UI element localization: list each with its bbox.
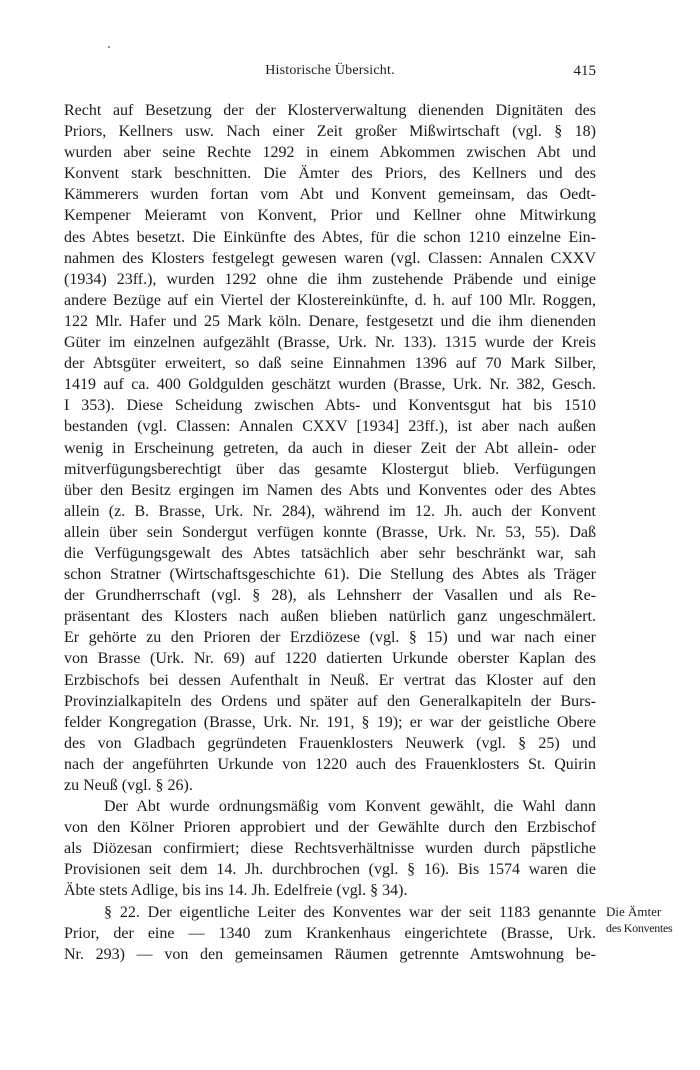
margin-note-line: Die Ämter <box>606 904 662 919</box>
paragraph-end-line: Äbte stets Adlige, bis ins 14. Jh. Edelfreie (vgl. § 34). <box>64 882 408 900</box>
text-line: I 353). Diese Scheidung zwischen Abts- und Konventsgut hat bis 1510 <box>64 397 596 415</box>
text-line: Provinzialkapiteln des Ordens und später auf den Generalkapiteln der Burs- <box>64 692 596 710</box>
text-line: allein (z. B. Brasse, Urk. Nr. 284), während im 12. Jh. auch der Konvent <box>64 502 596 520</box>
text-line: andere Bezüge auf ein Viertel der Klostereinkünfte, d. h. auf 100 Mlr. Roggen, <box>64 291 596 309</box>
text-line: Kempener Meieramt von Konvent, Prior und Kellner ohne Mitwirkung <box>64 207 596 225</box>
text-line: Konvent stark beschnitten. Die Ämter des Priors, des Kellners und des <box>64 165 596 183</box>
text-line: Prior, der eine — 1340 zum Krankenhaus eingerichtete (Brasse, Urk. <box>64 924 596 942</box>
text-line: des von Gladbach gegründeten Frauenklosters Neuwerk (vgl. § 25) und <box>64 734 596 752</box>
scan-speck <box>108 46 110 48</box>
text-line: von Brasse (Urk. Nr. 69) auf 1220 datierten Urkunde oberster Kaplan des <box>64 650 596 668</box>
paragraph-start-line: Der Abt wurde ordnungsmäßig vom Konvent gewählt, die Wahl dann <box>104 798 596 816</box>
text-line: über den Besitz ergingen im Namen des Abts und Konventes oder des Abtes <box>64 481 596 499</box>
text-line: wenig in Erscheinung getreten, da auch in dieser Zeit der Abt allein- oder <box>64 439 596 457</box>
margin-note <box>606 904 692 936</box>
text-line: der Abtsgüter erweitert, so daß seine Einnahmen 1396 auf 70 Mark Silber, <box>64 355 596 373</box>
text-line: als Diözesan confirmiert; diese Rechtsverhältnisse wurden durch päpstliche <box>64 840 596 858</box>
margin-note-line: des Konventes <box>606 921 673 935</box>
text-line: Recht auf Besetzung der der Klosterverwaltung dienenden Dignitäten des <box>64 102 596 119</box>
running-header <box>64 63 596 83</box>
section-start-line: § 22. Der eigentliche Leiter des Konventes war der seit 1183 genannte <box>104 903 596 921</box>
text-line: (1934) 23ff.), wurden 1292 ohne die ihm zustehende Präbende und einige <box>64 270 596 288</box>
text-line: von den Kölner Prioren approbiert und der Gewählte durch den Erzbischof <box>64 819 596 837</box>
text-line: Priors, Kellners usw. Nach einer Zeit großer Mißwirtschaft (vgl. § 18) <box>64 123 596 141</box>
text-line: Güter im einzelnen aufgezählt (Brasse, Urk. Nr. 133). 1315 wurde der Kreis <box>64 334 596 352</box>
text-line: Erzbischofs bei dessen Aufenthalt in Neuß. Er vertrat das Kloster auf den <box>64 671 596 689</box>
text-line: nahmen des Klosters festgelegt gewesen waren (vgl. Classen: Annalen CXXV <box>64 249 596 267</box>
text-line: allein über sein Sondergut verfügen konnte (Brasse, Urk. Nr. 53, 55). Daß <box>64 523 596 541</box>
text-line: 122 Mlr. Hafer und 25 Mark köln. Denare, festgesetzt und die ihm dienenden <box>64 312 596 330</box>
paragraph-end-line: zu Neuß (vgl. § 26). <box>64 777 193 794</box>
text-line: des Abtes besetzt. Die Einkünfte des Abtes, für die schon 1210 einzelne Ein- <box>64 228 596 246</box>
text-line: bestanden (vgl. Classen: Annalen CXXV [1934] 23ff.), ist aber nach außen <box>64 418 596 436</box>
text-line: Er gehörte zu den Prioren der Erzdiözese (vgl. § 15) und war nach einer <box>64 629 596 647</box>
text-line: präsentant des Klosters nach außen blieben natürlich ganz ungeschmälert. <box>64 608 596 626</box>
text-line: Provisionen seit dem 14. Jh. durchbrochen (vgl. § 16). Bis 1574 waren die <box>64 861 596 879</box>
text-line: der Grundherrschaft (vgl. § 28), als Lehnsherr der Vasallen und als Re- <box>64 587 596 605</box>
text-line: Nr. 293) — von den gemeinsamen Räumen getrennte Amtswohnung be- <box>64 945 596 963</box>
text-line: 1419 auf ca. 400 Goldgulden geschätzt wurden (Brasse, Urk. Nr. 382, Gesch. <box>64 376 596 394</box>
text-line: nach der angeführten Urkunde von 1220 auch des Frauenklosters St. Quirin <box>64 755 596 773</box>
text-line: wurden aber seine Rechte 1292 in einem Abkommen zwischen Abt und <box>64 144 596 162</box>
running-title: Historische Übersicht. <box>265 63 395 78</box>
text-line: felder Kongregation (Brasse, Urk. Nr. 191, § 19); er war der geistliche Obere <box>64 713 596 731</box>
page-number: 415 <box>573 63 596 79</box>
body-text <box>64 100 596 965</box>
text-line: mitverfügungsberechtigt über das gesamte Klostergut blieb. Verfügungen <box>64 460 596 478</box>
text-line: schon Stratner (Wirtschaftsgeschichte 61). Die Stellung des Abtes als Träger <box>64 566 596 584</box>
text-line: Kämmerers wurden fortan vom Abt und Konvent gemeinsam, das Oedt- <box>64 186 596 204</box>
text-line: die Verfügungsgewalt des Abtes tatsächlich aber sehr beschränkt war, sah <box>64 544 596 562</box>
